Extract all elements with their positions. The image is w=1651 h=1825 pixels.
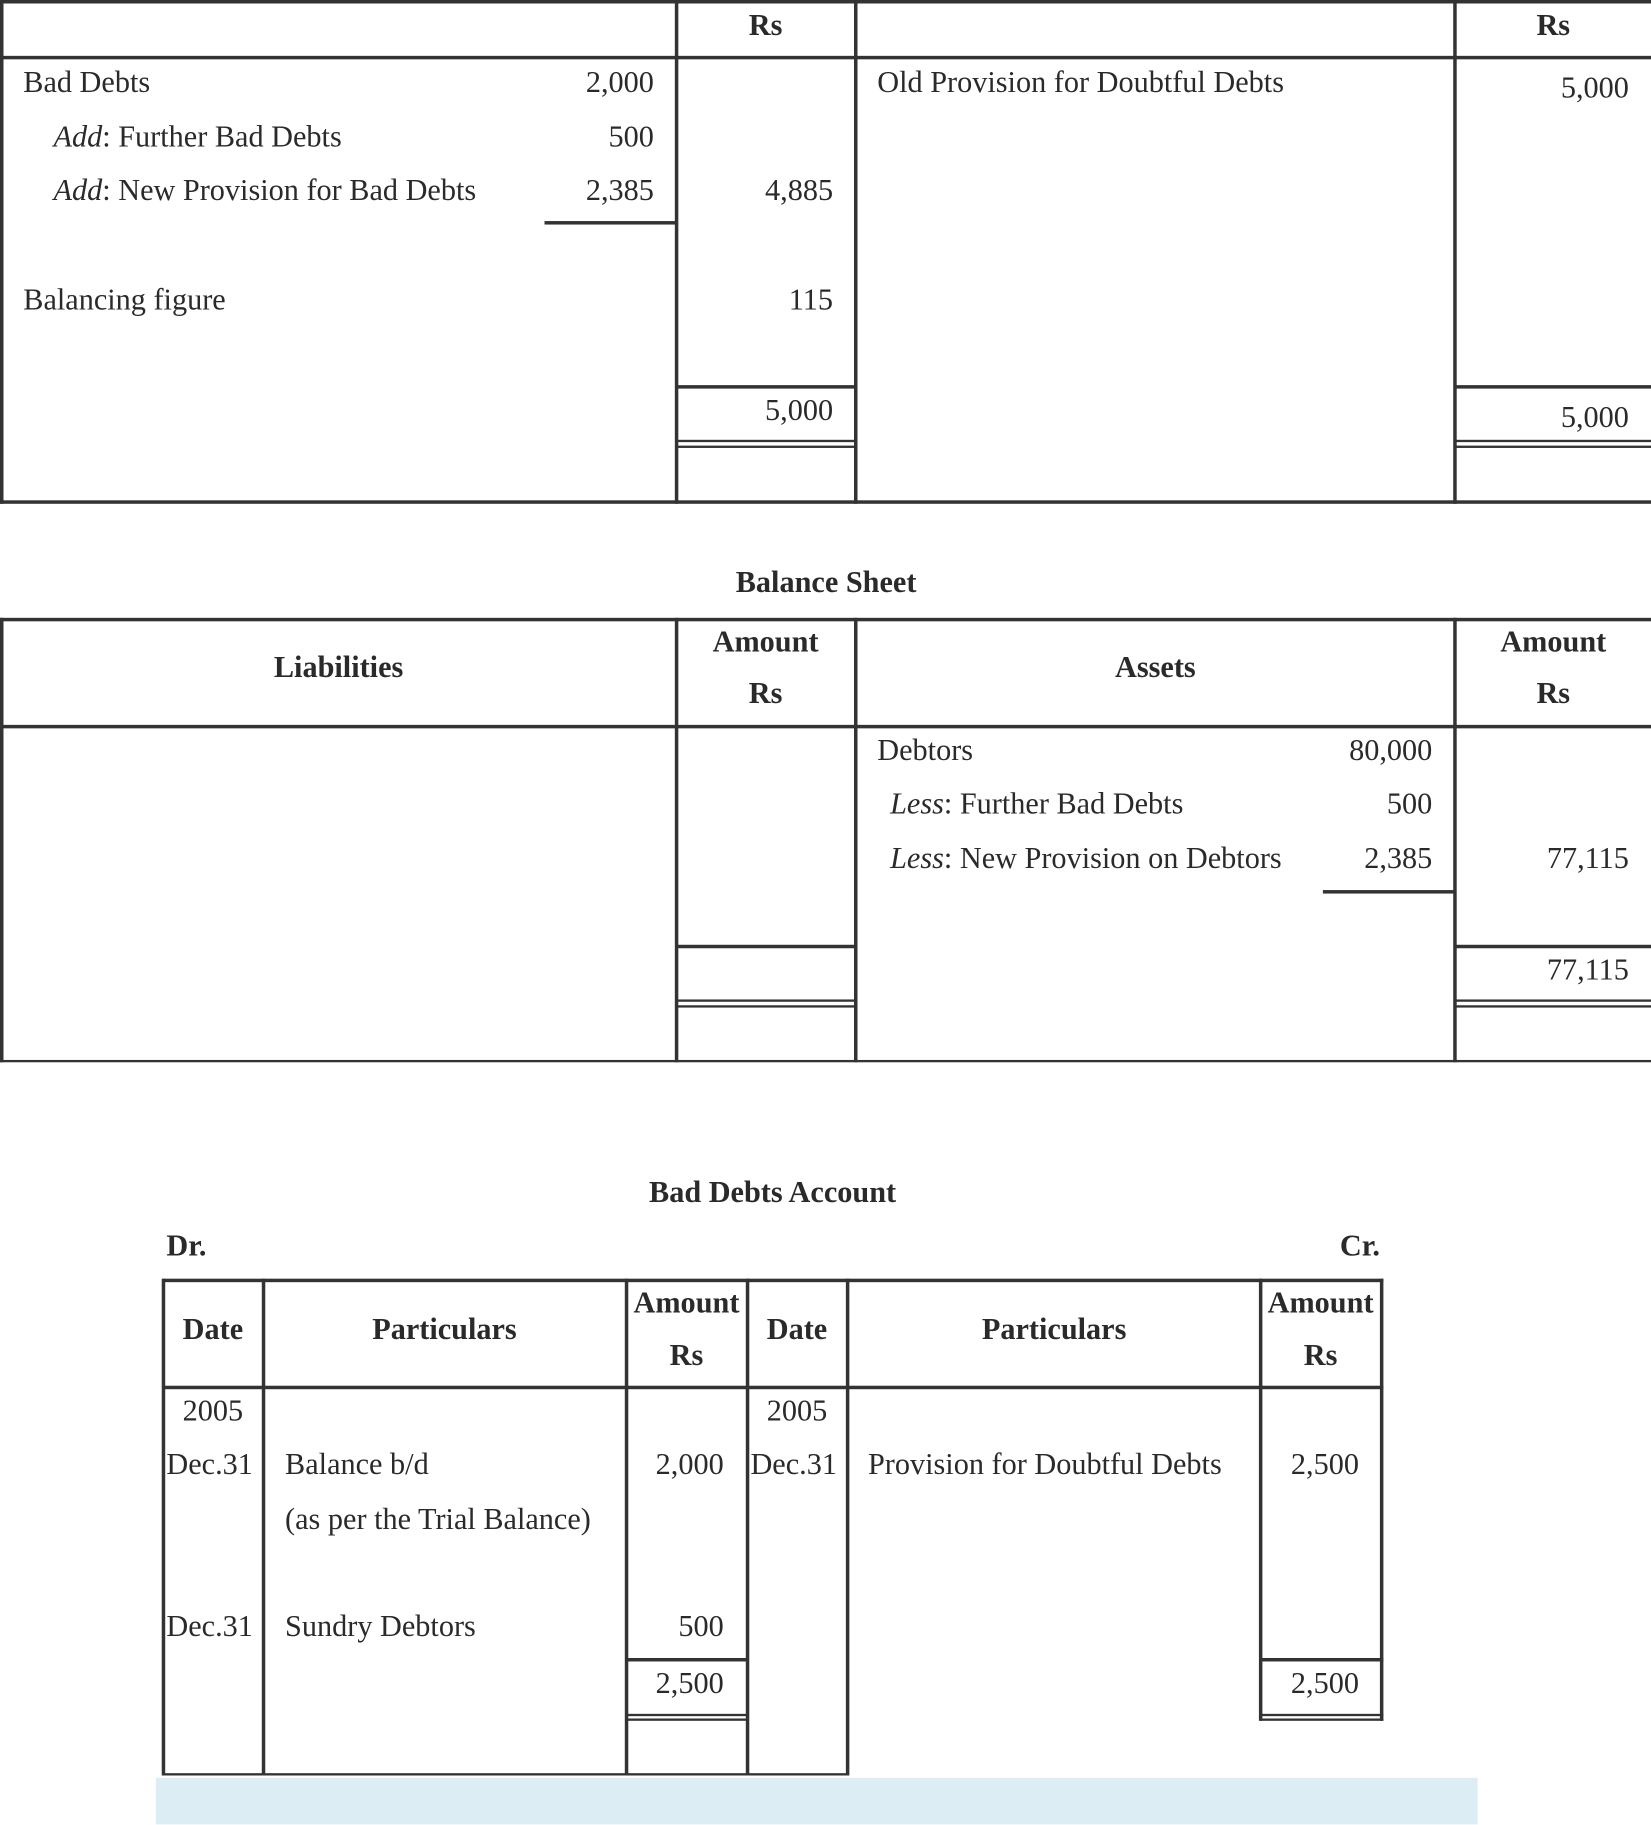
amount: 2,500 (1290, 1447, 1359, 1482)
subtotal-rule (545, 221, 676, 224)
rule (846, 1279, 849, 1776)
credit-total: 2,500 (1290, 1666, 1359, 1700)
assets-header: Assets (1115, 650, 1196, 685)
double-rule (1454, 446, 1651, 448)
rs-header: Rs (1536, 675, 1571, 710)
total-rule (1454, 385, 1651, 388)
label: : Further Bad Debts (102, 119, 342, 154)
rs-header: Rs (748, 675, 783, 710)
highlight-band (156, 1778, 1478, 1825)
rule (1259, 1279, 1262, 1721)
debit-total: 5,000 (765, 393, 834, 428)
rule (0, 0, 1651, 3)
entry-amount: 115 (788, 282, 834, 317)
amount-header: Amount (633, 1285, 740, 1320)
prefix: Add (53, 119, 103, 154)
rule (1453, 618, 1456, 1062)
particulars: Balance b/d (285, 1447, 429, 1482)
liabilities-header: Liabilities (273, 650, 404, 685)
rule (0, 0, 3, 504)
rs-header: Rs (1536, 8, 1571, 42)
total-rule (1454, 945, 1651, 948)
double-rule (676, 446, 855, 448)
entry-label (53, 173, 477, 208)
entry-sub-amount: 2,385 (585, 173, 654, 208)
rule (746, 1279, 749, 1776)
asset-label: Debtors (877, 733, 974, 767)
prefix: Add (53, 173, 103, 208)
entry-label: Balancing figure (23, 282, 226, 317)
double-rule (1454, 1005, 1651, 1007)
double-rule (676, 1005, 855, 1007)
double-rule (676, 440, 855, 442)
rule (1380, 1279, 1383, 1721)
particulars-header: Particulars (372, 1312, 517, 1347)
total-rule (676, 945, 855, 948)
double-rule (1260, 1718, 1383, 1720)
total-rule (1260, 1658, 1383, 1661)
date: Dec.31 (750, 1447, 837, 1482)
date: Dec.31 (166, 1609, 253, 1643)
rule (163, 1386, 1384, 1389)
double-rule (676, 999, 855, 1001)
rs-header: Rs (669, 1338, 704, 1372)
double-rule (1454, 999, 1651, 1001)
label: : New Provision on Debtors (943, 841, 1282, 875)
date-header: Date (766, 1312, 828, 1347)
date-header: Date (182, 1312, 244, 1347)
entry-label: Bad Debts (23, 65, 151, 99)
double-rule (626, 1714, 747, 1716)
double-rule (626, 1718, 747, 1720)
rule (162, 1279, 165, 1776)
entry-amount: 5,000 (1560, 70, 1629, 105)
bad-debts-account-title: Bad Debts Account (649, 1175, 897, 1209)
year: 2005 (182, 1393, 244, 1428)
total-rule (626, 1658, 747, 1661)
year: 2005 (766, 1393, 828, 1428)
entry-label: Old Provision for Doubtful Debts (877, 65, 1284, 99)
particulars: Sundry Debtors (285, 1609, 476, 1643)
rule (625, 1279, 628, 1776)
rule (675, 618, 678, 1062)
asset-sub-amount: 80,000 (1349, 733, 1433, 767)
rule (0, 1060, 1651, 1062)
asset-amount: 77,115 (1546, 841, 1629, 875)
label: : Further Bad Debts (943, 786, 1184, 821)
asset-label (890, 841, 1282, 875)
rule (0, 618, 3, 1062)
rule (0, 56, 1651, 59)
entry-amount: 4,885 (765, 173, 834, 208)
dr-label: Dr. (166, 1228, 207, 1263)
total-rule (676, 385, 855, 388)
date: Dec.31 (166, 1447, 253, 1482)
rule (854, 0, 857, 504)
particulars-header: Particulars (981, 1312, 1127, 1347)
rule (0, 725, 1651, 728)
debit-total: 2,500 (655, 1666, 724, 1700)
asset-label (890, 786, 1184, 821)
entry-label (53, 119, 342, 154)
entry-sub-amount: 500 (608, 119, 654, 154)
assets-total: 77,115 (1546, 952, 1629, 987)
amount: 2,000 (655, 1447, 724, 1482)
rule (163, 1279, 1384, 1282)
prefix: Less (890, 786, 944, 821)
asset-sub-amount: 500 (1386, 786, 1433, 821)
double-rule (1260, 1714, 1383, 1716)
rule (262, 1279, 265, 1776)
rule (1453, 0, 1456, 504)
rule (0, 618, 1651, 621)
amount-header: Amount (1267, 1285, 1374, 1320)
rule (854, 618, 857, 1062)
particulars: Provision for Doubtful Debts (867, 1447, 1222, 1482)
amount-header: Amount (1500, 624, 1607, 659)
balance-sheet-title: Balance Sheet (735, 565, 917, 600)
prefix: Less (890, 841, 944, 875)
amount: 500 (678, 1609, 724, 1643)
credit-total: 5,000 (1560, 400, 1629, 434)
label: : New Provision for Bad Debts (102, 173, 477, 208)
rs-header: Rs (748, 8, 783, 42)
cr-label: Cr. (1339, 1228, 1380, 1263)
rule (0, 500, 1651, 503)
asset-sub-amount: 2,385 (1364, 841, 1433, 875)
subtotal-rule (1323, 890, 1454, 893)
rule (675, 0, 678, 504)
particulars: (as per the Trial Balance) (285, 1502, 591, 1536)
double-rule (1454, 440, 1651, 442)
entry-sub-amount: 2,000 (585, 65, 654, 99)
rs-header: Rs (1303, 1338, 1338, 1372)
amount-header: Amount (712, 624, 819, 659)
